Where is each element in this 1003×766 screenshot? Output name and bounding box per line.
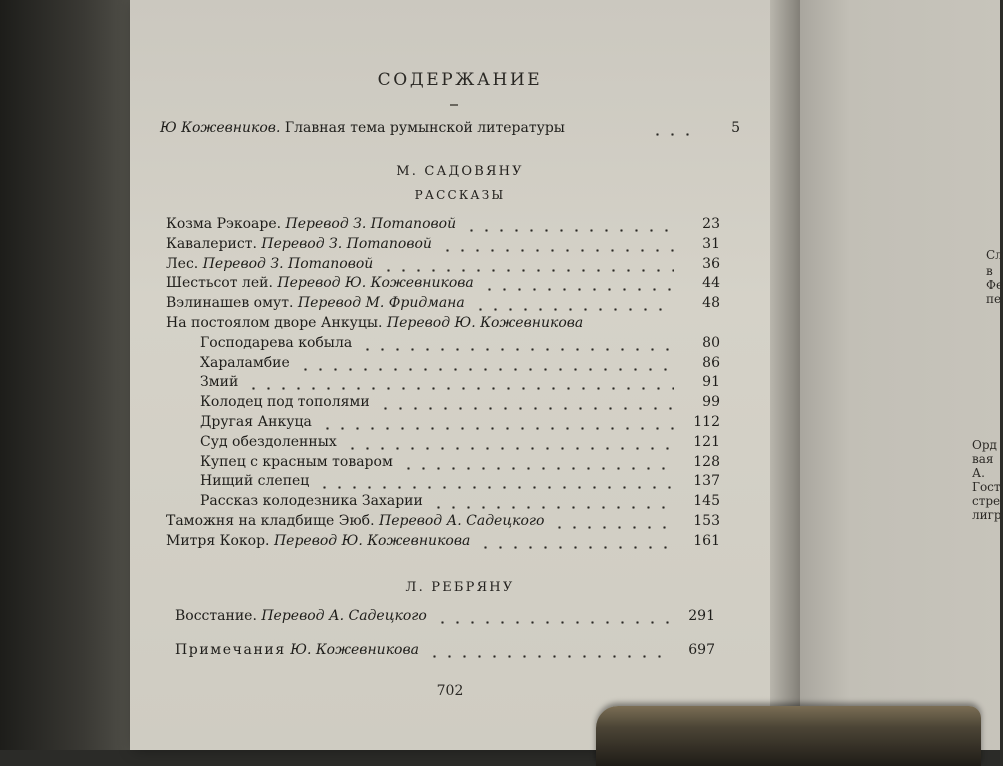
toc-entry [200,394,720,414]
entry-title: Господарева кобыла [200,335,353,351]
entry-page-number: 86 [702,355,720,371]
entry-title: Хараламбие [200,355,290,371]
entry-page-number: 291 [688,608,715,624]
facing-page-text: Орд [972,438,997,452]
entry-page-number: 137 [693,473,720,489]
section-author-sadoveanu: М. САДОВЯНУ [396,164,524,179]
toc-entry [175,608,715,628]
toc-entry-intro [160,120,740,140]
toc-entry-text [166,275,474,291]
intro-title: Главная тема румынской литературы [284,120,565,136]
entry-page-number: 91 [702,374,720,390]
toc-entry [200,374,720,394]
entry-title: Рассказ колодезника Захарии [200,493,423,509]
dot-leader [482,288,674,291]
entry-title: Змий [200,374,239,390]
dot-leader [464,229,674,232]
toc-entry-text [175,642,419,658]
contents-heading: СОДЕРЖАНИЕ [377,70,543,90]
dot-leader [478,546,674,549]
dot-leader [246,387,674,390]
entry-page-number: 128 [693,454,720,470]
facing-page-text: Гост [972,480,1001,494]
entry-page-number: 161 [693,533,720,549]
toc-entry [200,493,720,513]
section-author-rebreanu: Л. РЕБРЯНУ [405,580,515,595]
toc-entry-text [166,256,373,272]
entry-page-number: 31 [702,236,720,252]
entry-title: Примечания [175,642,286,658]
entry-page-number: 153 [693,513,720,529]
toc-entry-text [200,394,370,410]
toc-entry-text [166,533,470,549]
toc-entry-text [200,355,290,371]
toc-entry-text [166,315,583,331]
facing-page-text: пе [986,292,1002,306]
facing-page-text: в [986,264,993,278]
dot-leader [552,526,674,529]
toc-entry-text [200,473,309,489]
show-through-text [170,0,770,80]
entry-title: Таможня на кладбище Эюб. [166,513,375,529]
entry-page-number: 145 [693,493,720,509]
facing-page-text: Сл [986,248,1003,262]
entry-translator: Перевод Ю. Кожевникова [273,533,471,549]
toc-entry-text [160,120,565,136]
toc-entry [200,335,720,355]
toc-entry [166,216,720,236]
toc-entry-text [200,374,238,390]
entry-title: Вэлинашев омут. [166,295,294,311]
dot-leader [317,486,674,489]
entry-translator: Перевод А. Садецкого [378,513,545,529]
entry-title: Суд обездоленных [200,434,337,450]
entry-translator: Перевод М. Фридмана [297,295,465,311]
toc-entry-text [166,216,456,232]
left-page-edge [0,0,140,750]
facing-page-text: Фе [986,278,1003,292]
toc-entry [175,642,715,662]
dot-leader [473,308,674,311]
toc-entry-text [200,414,312,430]
toc-entry [200,355,720,375]
entry-title: Козма Рэкоаре. [166,216,282,232]
entry-translator: Перевод Ю. Кожевникова [386,315,584,331]
intro-page-number: 5 [731,120,740,136]
entry-title: Другая Анкуца [200,414,312,430]
entry-page-number: 121 [693,434,720,450]
toc-entry [166,256,720,276]
dot-leader [427,655,669,658]
toc-entry [166,275,720,295]
entry-translator: Перевод А. Садецкого [261,608,427,624]
entry-page-number: 80 [702,335,720,351]
dot-leader [435,621,669,624]
toc-entry-text [166,295,465,311]
toc-entry [200,414,720,434]
foreground-object [596,706,981,766]
dot-leader [378,407,674,410]
toc-entry-text [175,608,427,624]
entry-page-number: 36 [702,256,720,272]
dot-leader [360,348,674,351]
toc-entry [166,295,720,315]
entry-page-number: 99 [702,394,720,410]
entry-page-number: 44 [702,275,720,291]
entry-translator: Перевод З. Потаповой [202,256,374,272]
dot-leader [440,249,674,252]
entry-translator: Перевод З. Потаповой [285,216,457,232]
toc-entry-text [200,434,337,450]
toc-entry [166,315,720,335]
entry-title: На постоялом дворе Анкуцы. [166,315,383,331]
facing-page [800,0,1003,750]
entry-title: Кавалерист. [166,236,257,252]
entry-title: Шестьсот лей. [166,275,273,291]
toc-entry [166,236,720,256]
entry-translator: Перевод Ю. Кожевникова [277,275,474,291]
entry-title: Восстание. [175,608,257,624]
facing-page-text: лигр [972,508,1002,522]
facing-page-text: вая [972,452,994,466]
dot-leader [345,447,674,450]
toc-entry-text [166,513,544,529]
entry-page-number: 112 [693,414,720,430]
facing-page-text: стре [972,494,1001,508]
heading-ornament [450,104,458,106]
entry-title: Колодец под тополями [200,394,370,410]
section-subtitle-stories: РАССКАЗЫ [414,188,506,202]
dot-leader [401,467,674,470]
toc-entry-text [200,454,393,470]
toc-entry [166,533,720,553]
toc-entry [166,513,720,533]
entry-page-number: 48 [702,295,720,311]
page-folio-number: 702 [436,683,464,699]
dot-leader [320,427,674,430]
toc-entry [200,473,720,493]
dot-leader [381,269,674,272]
intro-author: Ю Кожевников. [160,120,281,136]
entry-title: Нищий слепец [200,473,310,489]
entry-title: Купец с красным товаром [200,454,393,470]
facing-page-text: А. [972,466,985,480]
toc-entry [200,434,720,454]
dot-leader [650,133,695,136]
entry-page-number: 23 [702,216,720,232]
dot-leader [431,506,674,509]
entry-translator: Ю. Кожевникова [290,642,419,658]
toc-entry-text [200,493,423,509]
entry-translator: Перевод З. Потаповой [261,236,432,252]
entry-page-number: 697 [688,642,715,658]
dot-leader [298,368,674,371]
toc-entry-text [166,236,432,252]
entry-title: Лес. [166,256,199,272]
toc-entry-text [200,335,352,351]
entry-title: Митря Кокор. [166,533,270,549]
toc-entry [200,454,720,474]
